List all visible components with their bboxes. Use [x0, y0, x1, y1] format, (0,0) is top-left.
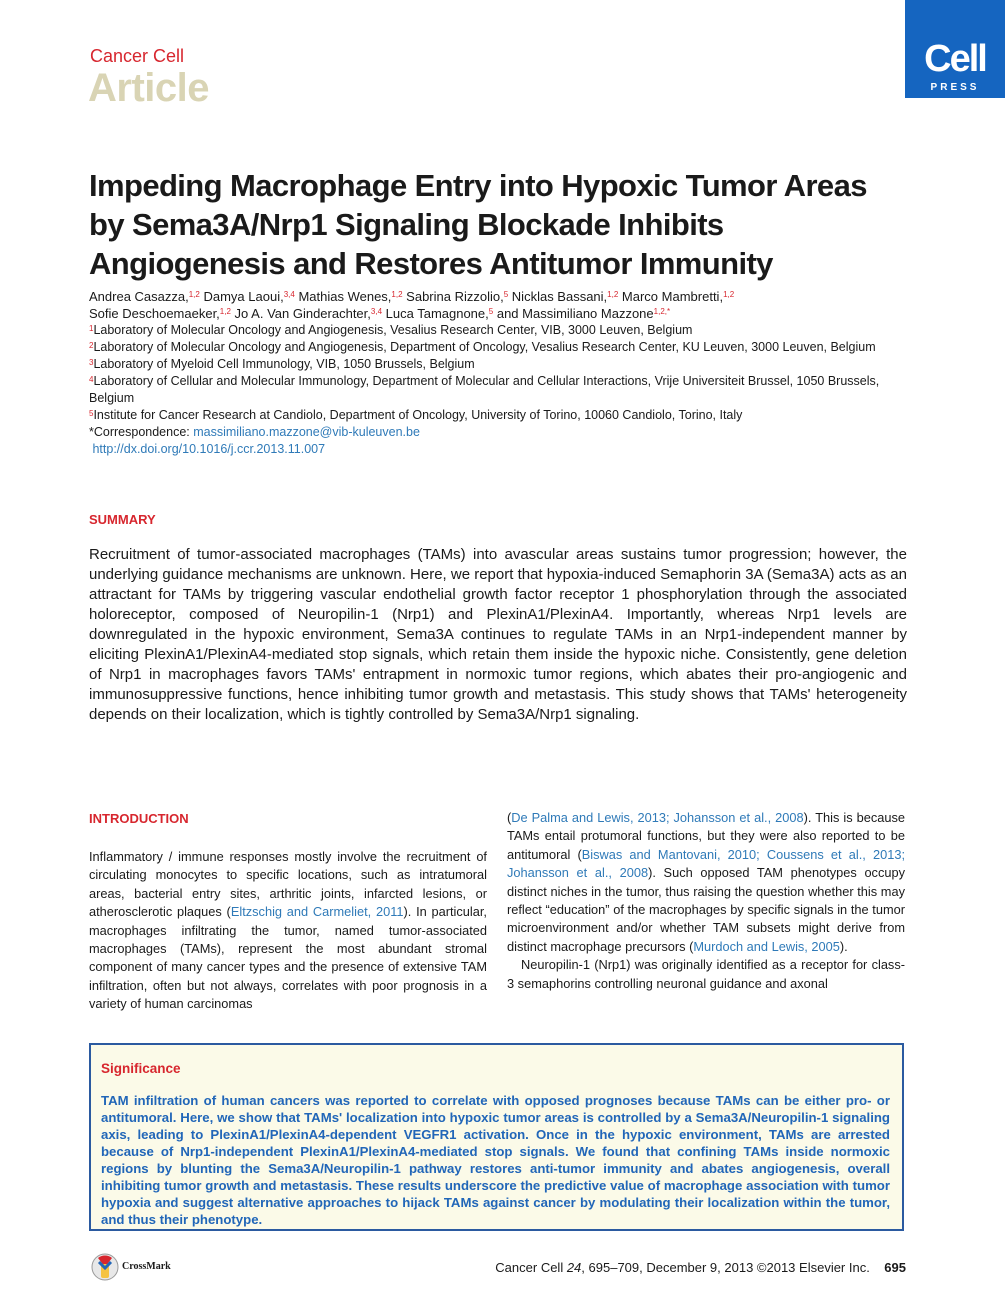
- affiliations: [89, 322, 909, 458]
- correspondence-email-link[interactable]: massimiliano.mazzone@vib-kuleuven.be: [193, 425, 420, 439]
- significance-text: TAM infiltration of human cancers was reported to correlate with opposed prognoses because TAMs can be either pro- or antitumoral. Here, we show that TAMs' localization into hypoxic tumor areas is controlled by a Sema3A/Neuropilin-1 signaling axis, leading to PlexinA1/PlexinA4-dependent VEGFR1 activation. Once in the hypoxic environment, TAMs are arrested because of Nrp1-independent PlexinA1/PlexinA4-mediated stop signals. We found that confining TAMs inside normoxic regions by blunting the Sema3A/Neuropilin-1 pathway restores anti-tumor immunity and abates angiogenesis, overall inhibiting tumor growth and metastasis. These results underscore the predictive value of macrophage association with tumor hypoxia and suggest alternative approaches to hijack TAMs against cancer by modulating their localization within the tumor, and thus their phenotype.: [101, 1093, 890, 1227]
- citation-link[interactable]: De Palma and Lewis, 2013; Johansson et al., 2008: [511, 810, 804, 825]
- author: Nicklas Bassani,$^{1,2}$: [511, 289, 619, 304]
- affiliation: $^3$Laboratory of Myeloid Cell Immunology, VIB, 1050 Brussels, Belgium: [89, 357, 475, 371]
- article-title: [89, 166, 919, 283]
- page-number: 695: [884, 1260, 906, 1275]
- introduction-heading: INTRODUCTION: [89, 811, 189, 826]
- logo-main-text: Cell: [924, 38, 986, 80]
- intro-paragraph: Inflammatory / immune responses mostly involve the recruitment of circulating monocytes to specific locations, such as intratumoral areas, bacterial entry sites, arthritic joints, infarcted lesions, or atherosclerotic plaques (Eltzschig and Carmeliet, 2011). In particular, macrophages infiltrating the tumor, named tumor-associated macrophages (TAMs), represent the most abundant stromal component of many cancer types and the presence of extensive TAM infiltration, often but not always, correlates with poor prognosis in a variety of human carcinomas: [89, 849, 487, 1012]
- crossmark-badge[interactable]: [90, 1252, 250, 1282]
- author: Sabrina Rizzolio,$^5$: [406, 289, 509, 304]
- author: Mathias Wenes,$^{1,2}$: [298, 289, 403, 304]
- author: Andrea Casazza,$^{1,2}$: [89, 289, 200, 304]
- journal-name: Cancer Cell: [90, 46, 185, 66]
- doi: [89, 441, 909, 458]
- author: Jo A. Van Ginderachter,$^{3,4}$: [234, 306, 383, 321]
- doi-link[interactable]: http://dx.doi.org/10.1016/j.ccr.2013.11.007: [92, 442, 326, 456]
- author-list: [89, 288, 909, 322]
- author: Sofie Deschoemaeker,$^{1,2}$: [89, 306, 231, 321]
- intro-paragraph: (De Palma and Lewis, 2013; Johansson et al., 2008). This is because TAMs entail protumoral functions, but they were also reported to be antitumoral (Biswas and Mantovani, 2010; Coussens et al., 2013; Johansson et al., 2008). Such opposed TAM phenotypes occupy distinct niches in the tumor, thus raising the question whether this may reflect “education” of the macrophages by specific signals in the tumor microenvironment and/or whether TAM subsets might derive from distinct macrophage precursors (Murdoch and Lewis, 2005).: [507, 810, 905, 954]
- cell-press-logo: [905, 0, 1005, 98]
- crossmark-label: CrossMark: [122, 1261, 171, 1272]
- significance-heading: Significance: [101, 1061, 181, 1076]
- summary-text: Recruitment of tumor-associated macrophages (TAMs) into avascular areas sustains tumor progression; however, the underlying guidance mechanisms are unknown. Here, we report that hypoxia-induced Semaphorin 3A (Sema3A) acts as an attractant for TAMs by triggering vascular endothelial growth factor receptor 1 phosphorylation through the associated holoreceptor, composed of Neuropilin-1 (Nrp1) and PlexinA1/PlexinA4. Importantly, whereas Nrp1 levels are downregulated in the hypoxic environment, Sema3A continues to regulate TAMs in an Nrp1-independent manner by eliciting PlexinA1/PlexinA4-mediated stop signals, which retain them inside the hypoxic niche. Consistently, gene deletion of Nrp1 in macrophages favors TAMs' entrapment in normoxic tumor regions, which abates their pro-angiogenic and immunosuppressive functions, hence inhibiting tumor growth and metastasis. This study shows that TAMs' heterogeneity depends on their localization, which is tightly controlled by Sema3A/Nrp1 signaling.: [89, 546, 907, 723]
- intro-column-left: [89, 848, 487, 1014]
- title-line: Impeding Macrophage Entry into Hypoxic Tumor Areas: [89, 168, 867, 203]
- intro-paragraph: Neuropilin-1 (Nrp1) was originally identified as a receptor for class-3 semaphorins controlling neuronal guidance and axonal: [507, 957, 905, 991]
- citation-link[interactable]: Biswas and Mantovani, 2010; Coussens et al., 2013; Johansson et al., 2008: [507, 846, 905, 881]
- author: Marco Mambretti,$^{1,2}$: [621, 289, 735, 304]
- page-footer: Cancer Cell 24, 695–709, December 9, 2013 ©2013 Elsevier Inc. 695: [495, 1260, 906, 1275]
- author: Luca Tamagnone,$^5$: [385, 306, 494, 321]
- summary-heading: SUMMARY: [89, 512, 156, 527]
- correspondence: *Correspondence: massimiliano.mazzone@vib-kuleuven.be: [89, 425, 420, 439]
- author: Damya Laoui,$^{3,4}$: [203, 289, 295, 304]
- affiliation: $^4$Laboratory of Cellular and Molecular Immunology, Department of Molecular and Cellular Interactions, Vrije Universiteit Brussel, 1050 Brussels, Belgium: [89, 374, 880, 405]
- logo-sub-text: PRESS: [930, 82, 980, 93]
- affiliation: $^5$Institute for Cancer Research at Candiolo, Department of Oncology, University of Torino, 10060 Candiolo, Torino, Italy: [89, 408, 743, 422]
- intro-column-right: [507, 809, 905, 993]
- affiliation: $^2$Laboratory of Molecular Oncology and Angiogenesis, Department of Oncology, Vesalius Research Center, KU Leuven, 3000 Leuven, Belgium: [89, 340, 876, 354]
- title-line: Angiogenesis and Restores Antitumor Immunity: [89, 246, 773, 281]
- author: and Massimiliano Mazzone$^{1,2,*}$: [496, 306, 671, 321]
- section-label: Article: [88, 66, 209, 110]
- title-line: by Sema3A/Nrp1 Signaling Blockade Inhibits: [89, 207, 724, 242]
- affiliation: $^1$Laboratory of Molecular Oncology and Angiogenesis, Vesalius Research Center, VIB, 3000 Leuven, Belgium: [89, 323, 693, 337]
- citation-link[interactable]: Murdoch and Lewis, 2005: [693, 938, 840, 954]
- citation-link[interactable]: Eltzschig and Carmeliet, 2011: [230, 904, 404, 920]
